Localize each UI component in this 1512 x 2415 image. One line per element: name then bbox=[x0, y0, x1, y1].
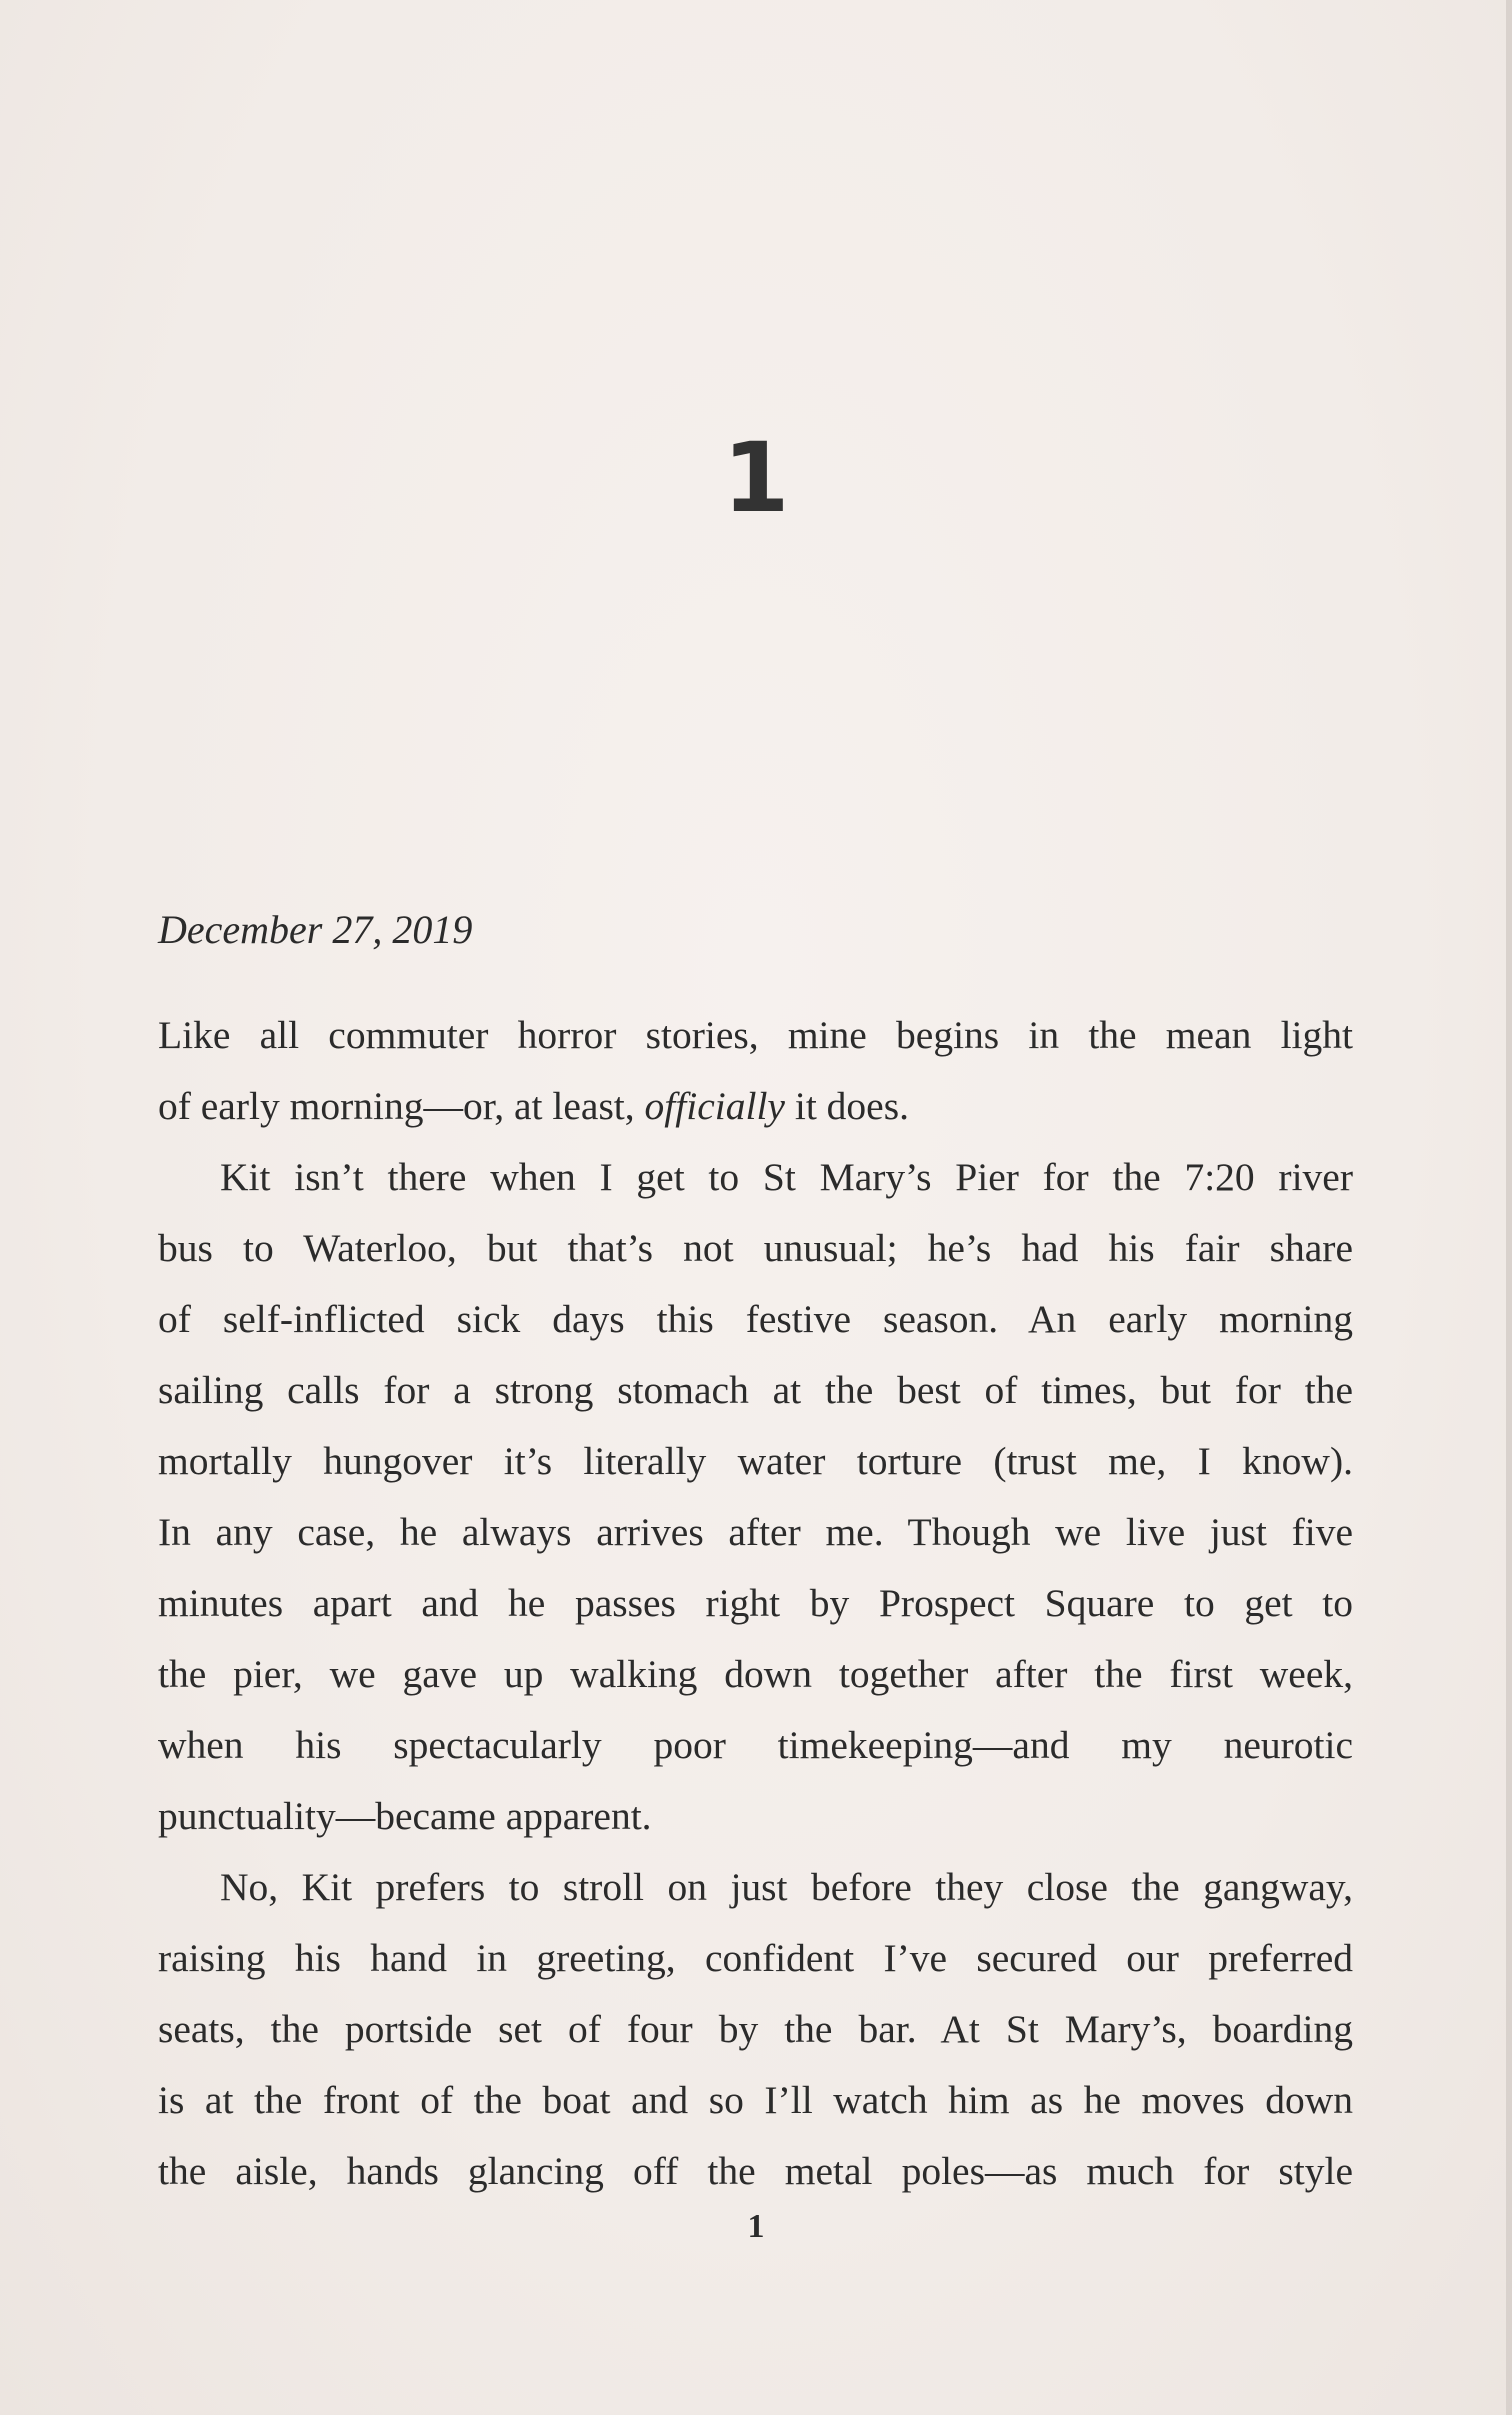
text-line: punctuality—became apparent. bbox=[158, 1794, 652, 1838]
paragraph-2 bbox=[158, 1142, 1353, 1852]
text-line: Kit isn’t there when I get to St Mary’s Pier for the 7:20 river bbox=[220, 1155, 1353, 1199]
chapter-number: 1 bbox=[722, 422, 790, 534]
text-line: is at the front of the boat and so I’ll watch him as he moves down bbox=[158, 2078, 1353, 2122]
text-line: In any case, he always arrives after me. Though we live just five bbox=[158, 1510, 1353, 1554]
page-edge bbox=[1506, 0, 1512, 2415]
text-run: of early morning—or, at least, bbox=[158, 1084, 645, 1128]
body-text bbox=[158, 1000, 1353, 2207]
emphasis-text: officially bbox=[644, 1084, 785, 1128]
text-line: sailing calls for a strong stomach at the best of times, but for the bbox=[158, 1368, 1353, 1412]
page-number: 1 bbox=[747, 2208, 765, 2245]
date-heading: December 27, 2019 bbox=[158, 907, 473, 952]
text-line: the aisle, hands glancing off the metal poles—as much for style bbox=[158, 2149, 1353, 2193]
text-line: minutes apart and he passes right by Prospect Square to get to bbox=[158, 1581, 1353, 1625]
text-line: the pier, we gave up walking down together after the first week, bbox=[158, 1652, 1353, 1696]
text-line: bus to Waterloo, but that’s not unusual; he’s had his fair share bbox=[158, 1226, 1353, 1270]
text-run: it does. bbox=[784, 1084, 909, 1128]
text-line: Like all commuter horror stories, mine begins in the mean light bbox=[158, 1013, 1353, 1057]
text-line: of self-inflicted sick days this festive season. An early morning bbox=[158, 1297, 1353, 1341]
paragraph-1 bbox=[158, 1000, 1353, 1142]
text-line: when his spectacularly poor timekeeping—and my neurotic bbox=[158, 1723, 1353, 1767]
text-line: raising his hand in greeting, confident I’ve secured our preferred bbox=[158, 1936, 1353, 1980]
text-line bbox=[158, 1071, 1353, 1142]
text-line: mortally hungover it’s literally water torture (trust me, I know). bbox=[158, 1439, 1353, 1483]
text-line: seats, the portside set of four by the bar. At St Mary’s, boarding bbox=[158, 2007, 1353, 2051]
paragraph-3 bbox=[158, 1852, 1353, 2207]
text-line: No, Kit prefers to stroll on just before they close the gangway, bbox=[220, 1865, 1353, 1909]
